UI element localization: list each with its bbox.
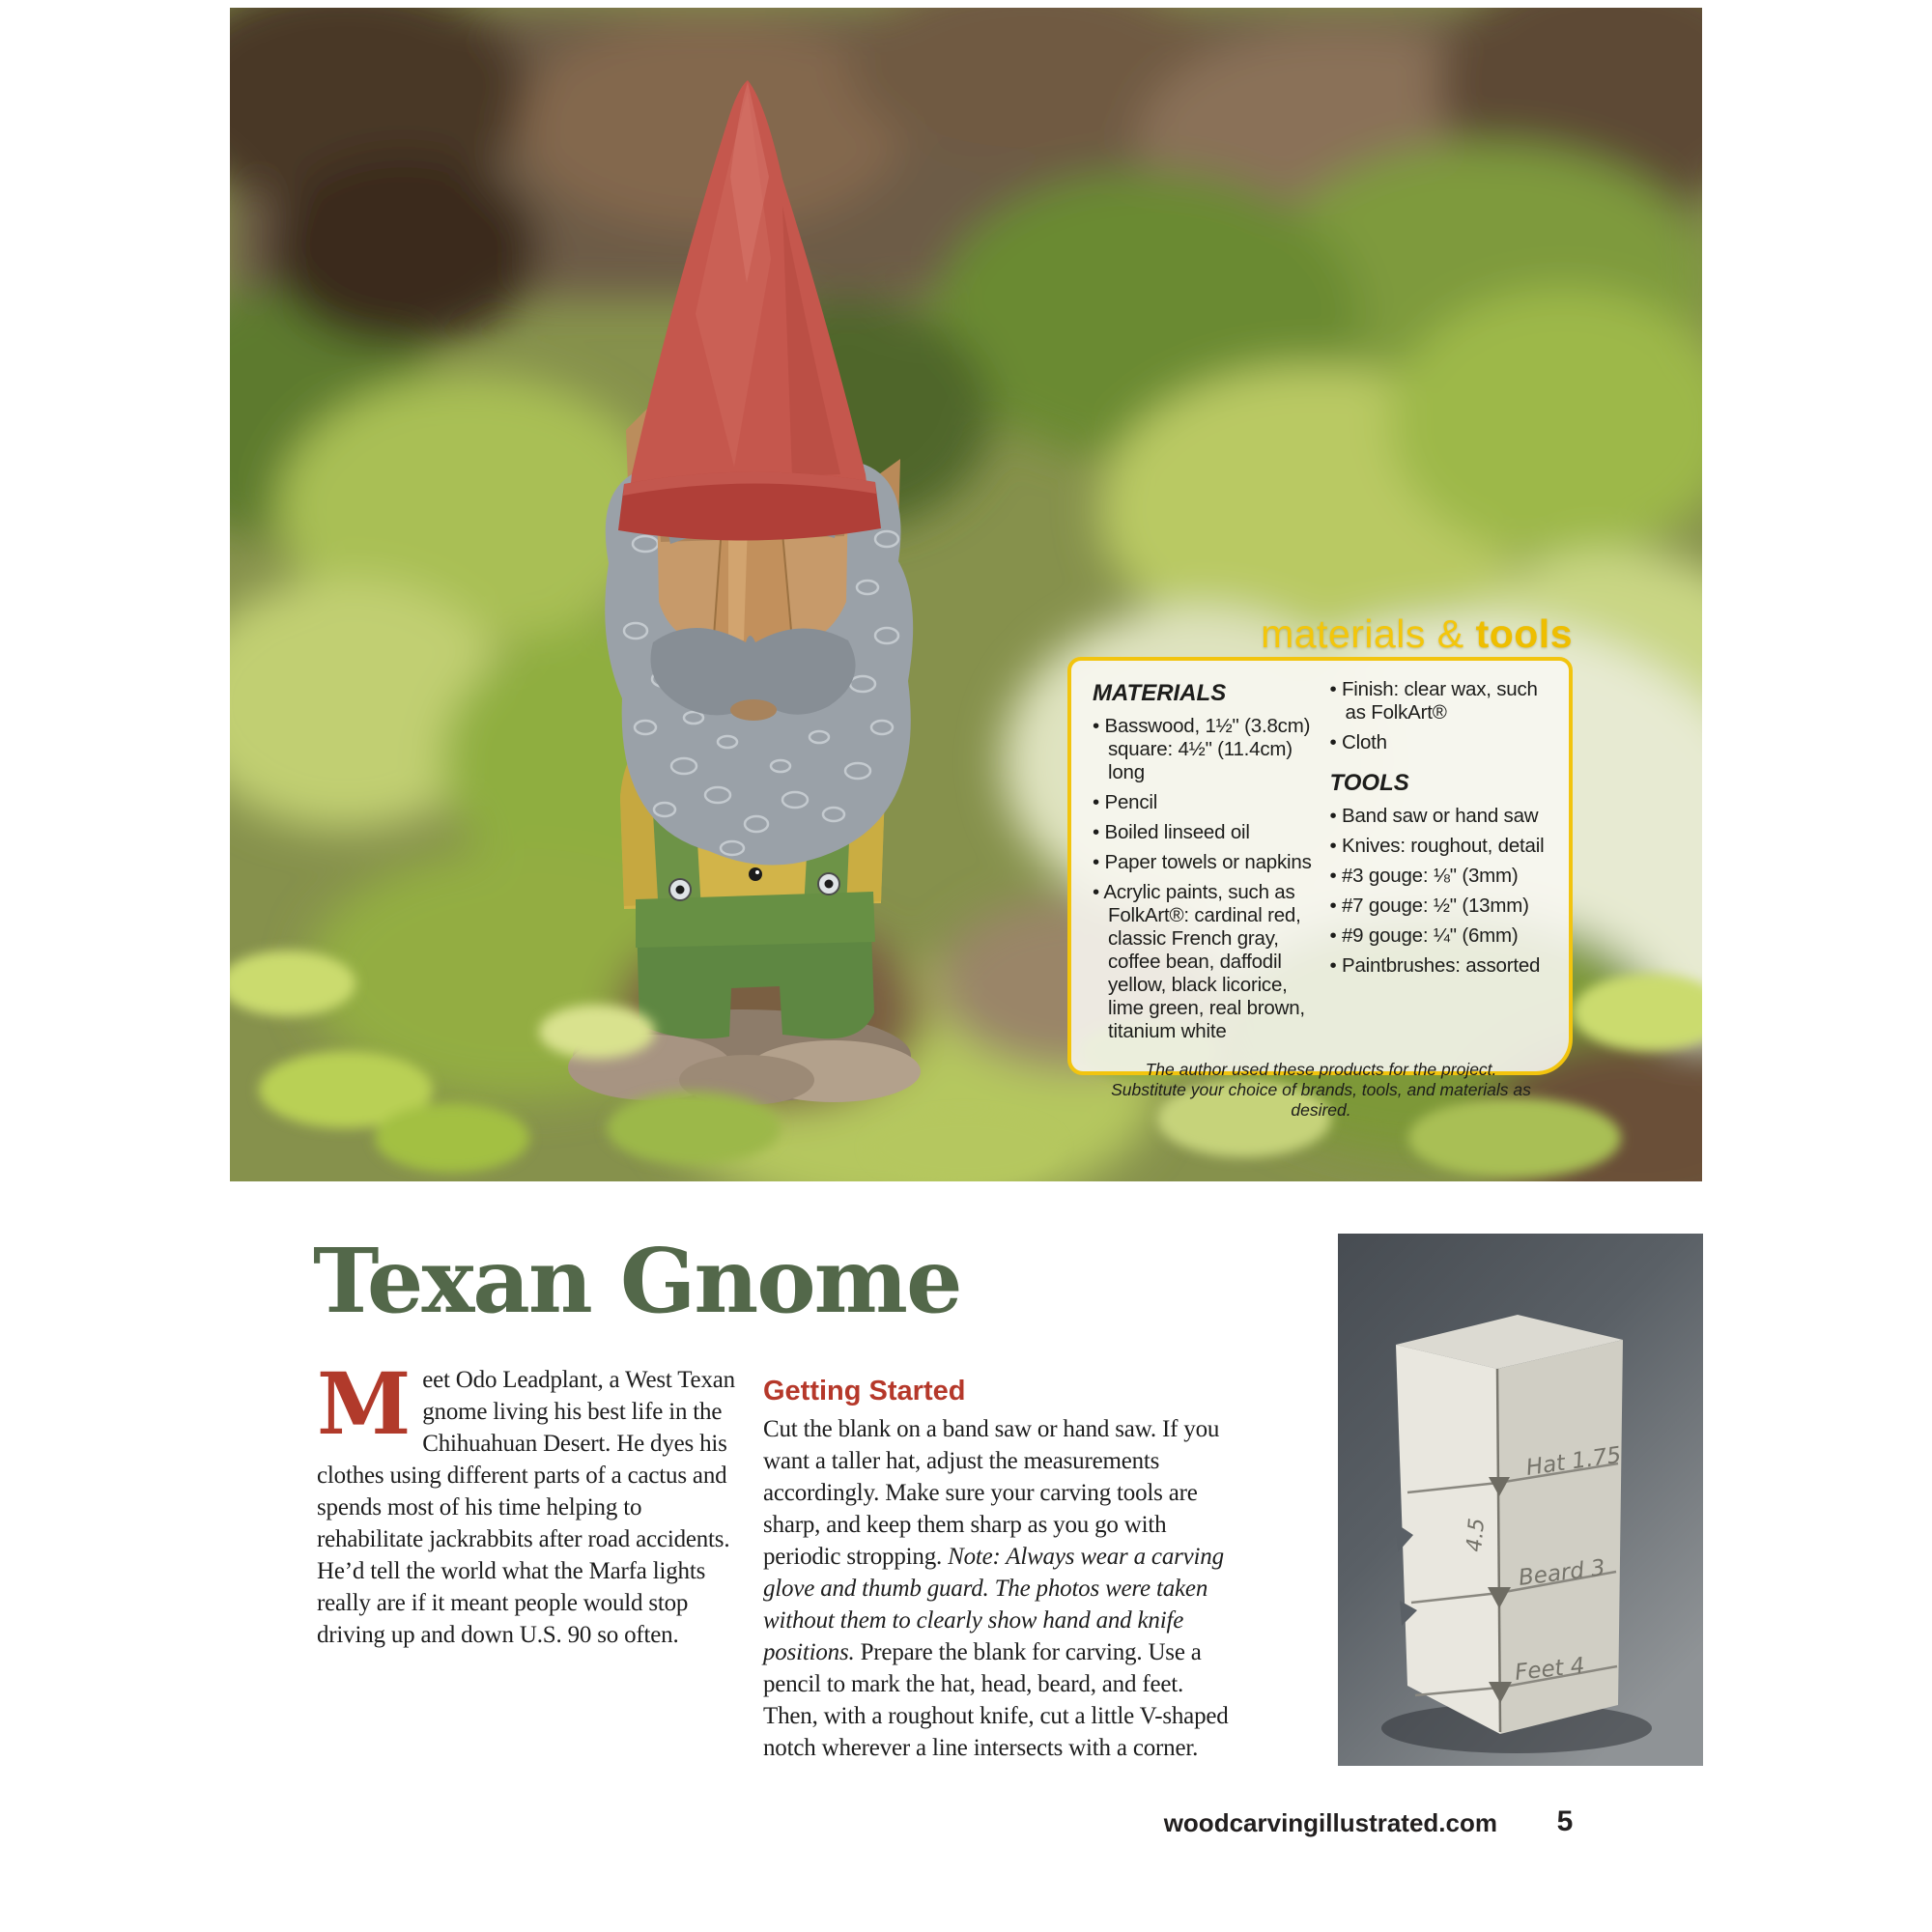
intro-column bbox=[317, 1353, 747, 1651]
hat-label: Hat 1.75 bbox=[1524, 1442, 1623, 1481]
banner-regular: materials & bbox=[1261, 611, 1464, 656]
getting-started-column bbox=[763, 1376, 1238, 1764]
tools-title: TOOLS bbox=[1329, 770, 1409, 796]
tools-column bbox=[1330, 678, 1550, 1050]
gnome-mouth bbox=[730, 699, 777, 721]
list-item: • Acrylic paints, such as FolkArt®: cardinal red, classic French gray, coffee bean, daffodil yellow, black licorice, lime green, real brown, titanium white bbox=[1093, 881, 1313, 1043]
blank-scene bbox=[1338, 1234, 1703, 1766]
marked-blank-photo bbox=[1338, 1234, 1703, 1766]
wood-blank bbox=[1396, 1315, 1623, 1734]
materials-list-right bbox=[1330, 678, 1550, 754]
list-item: • Band saw or hand saw bbox=[1330, 805, 1550, 828]
materials-tools-banner bbox=[1067, 611, 1573, 656]
gs-body-after: Prepare the blank for carving. Use a pencil to mark the hat, head, beard, and feet. Then, with a roughout knife, cut a little V-shaped notch wherever a line intersects with a corner. bbox=[763, 1639, 1229, 1761]
intro-text: eet Odo Leadplant, a West Texan gnome living his best life in the Chihuahuan Desert. He dyes his clothes using different parts of a cactus and spends most of his time helping to rehabilitate jackrabbits after road accidents. He’d tell the world what the Marfa lights really are if it meant people would stop driving up and down U.S. 90 so often. bbox=[317, 1367, 735, 1648]
drop-cap: M bbox=[317, 1353, 412, 1454]
gs-note: Note: Always wear a carving glove and thumb guard. The photos were taken without them to clearly show hand and knife positions. bbox=[763, 1544, 1224, 1665]
banner-bold: tools bbox=[1475, 611, 1573, 656]
list-item: • Paper towels or napkins bbox=[1093, 851, 1313, 874]
list-item: • #9 gouge: ¼" (6mm) bbox=[1330, 924, 1550, 948]
beard-label: Beard 3 bbox=[1517, 1555, 1607, 1591]
materials-list bbox=[1093, 715, 1313, 1043]
length-label: 4.5 bbox=[1463, 1517, 1491, 1553]
list-item: • #3 gouge: ⅛" (3mm) bbox=[1330, 865, 1550, 888]
list-item: • #7 gouge: ½" (13mm) bbox=[1330, 895, 1550, 918]
list-item: • Knives: roughout, detail bbox=[1330, 835, 1550, 858]
footer-page-number: 5 bbox=[1556, 1805, 1574, 1837]
feet-label: Feet 4 bbox=[1513, 1653, 1586, 1686]
getting-started-heading: Getting Started bbox=[763, 1376, 966, 1406]
materials-title: MATERIALS bbox=[1093, 680, 1227, 706]
overall-waistband bbox=[636, 892, 875, 948]
materials-column bbox=[1093, 678, 1313, 1050]
materials-note: The author used these products for the project. Substitute your choice of brands, tools, and materials as desired. bbox=[1111, 1060, 1531, 1120]
list-item: • Paintbrushes: assorted bbox=[1330, 954, 1550, 978]
list-item: • Boiled linseed oil bbox=[1093, 821, 1313, 844]
tools-list bbox=[1330, 805, 1550, 978]
footer-website: woodcarvingillustrated.com bbox=[1163, 1808, 1497, 1837]
list-item: • Basswood, 1½" (3.8cm) square: 4½" (11.4cm) long bbox=[1093, 715, 1313, 784]
list-item: • Pencil bbox=[1093, 791, 1313, 814]
page-title: Texan Gnome bbox=[313, 1229, 961, 1333]
list-item: • Finish: clear wax, such as FolkArt® bbox=[1330, 678, 1550, 724]
list-item: • Cloth bbox=[1330, 731, 1550, 754]
materials-tools-box bbox=[1067, 657, 1573, 1120]
gs-body-before: Cut the blank on a band saw or hand saw. If you want a taller hat, adjust the measurements accordingly. Make sure your carving tools are sharp, and keep them sharp as you go with periodic stropping. bbox=[763, 1416, 1220, 1570]
